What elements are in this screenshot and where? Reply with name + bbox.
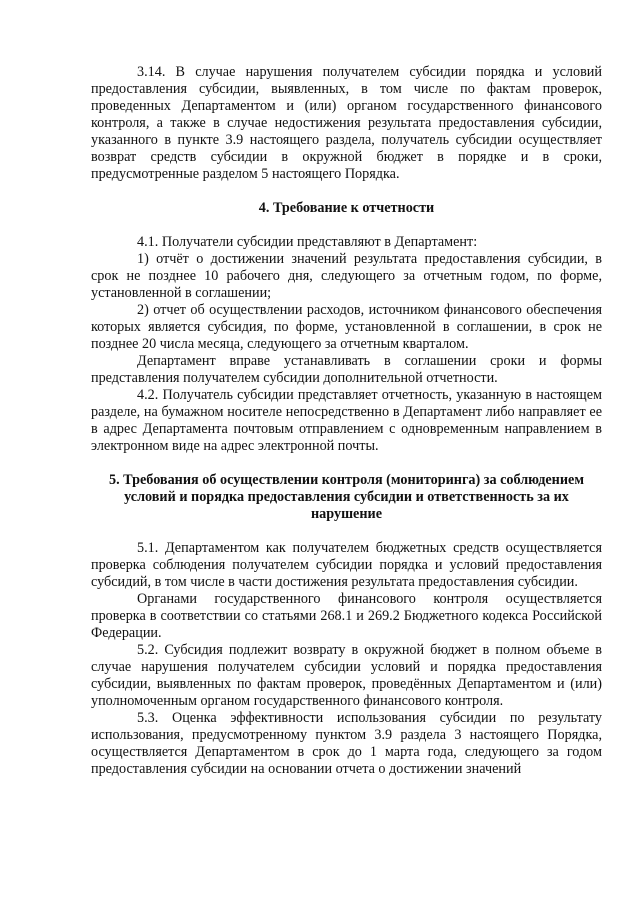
section-5-heading: 5. Требования об осуществлении контроля (мониторинга) за соблюдением условий и порядка предоставления субсидии и ответственность за их нарушение: [108, 472, 584, 522]
section-4-heading: 4. Требование к отчетности: [258, 200, 435, 216]
spacer: [91, 455, 602, 472]
paragraph-5-2: 5.2. Субсидия подлежит возврату в окружной бюджет в полном объеме в случае нарушения получателем субсидии условий и порядка предоставления субсидии, выявленных по фактам проверок, проведённых Департаментом и (или) уполномоченным органом государственного финансового контроля.: [91, 642, 602, 709]
paragraph-5-3: 5.3. Оценка эффективности использования субсидии по результату использования, предусмотренному пунктом 3.9 раздела 3 настоящего Порядка, осуществляется Департаментом в срок до 1 марта года, следующего за годом предоставления субсидии на основании отчета о достижении значений: [91, 710, 602, 777]
paragraph-3-14: 3.14. В случае нарушения получателем субсидии порядка и условий предоставления субсидии, выявленных, в том числе по фактам проверок, проведенных Департаментом и (или) органом государственного финансового контроля, а также в случае недостижения результата предоставления субсидии, указанного в пункте 3.9 настоящего раздела, получатель субсидии осуществляет возврат средств субсидии в окружной бюджет в порядке и в сроки, предусмотренные разделом 5 настоящего Порядка.: [91, 64, 602, 182]
spacer: [91, 523, 602, 540]
paragraph-4-1-item-2: 2) отчет об осуществлении расходов, источником финансового обеспечения которых является субсидия, по форме, установленной в соглашении, в срок не позднее 20 числа месяца, следующего за отчетным кварталом.: [91, 302, 602, 352]
paragraph-5-1: 5.1. Департаментом как получателем бюджетных средств осуществляется проверка соблюдения получателем субсидии порядка и условий предоставления субсидий, в том числе в части достижения результата предоставления субсидии.: [91, 540, 602, 590]
paragraph-4-1-department: Департамент вправе устанавливать в соглашении сроки и формы представления получателем субсидии дополнительной отчетности.: [91, 353, 602, 386]
spacer: [91, 183, 602, 200]
paragraph-4-2: 4.2. Получатель субсидии представляет отчетность, указанную в настоящем разделе, на бумажном носителе непосредственно в Департамент либо направляет ее в адрес Департамента почтовым отправлением с одновременным направлением в электронном виде на адрес электронной почты.: [91, 387, 602, 454]
paragraph-4-1: 4.1. Получатели субсидии представляют в Департамент:: [137, 234, 478, 250]
paragraph-5-1-organs: Органами государственного финансового контроля осуществляется проверка в соответствии со статьями 268.1 и 269.2 Бюджетного кодекса Российской Федерации.: [91, 591, 602, 641]
paragraph-4-1-item-1: 1) отчёт о достижении значений результата предоставления субсидии, в срок не позднее 10 рабочего дня, следующего за отчетным годом, по форме, установленной в соглашении;: [91, 251, 602, 301]
spacer: [91, 217, 602, 234]
